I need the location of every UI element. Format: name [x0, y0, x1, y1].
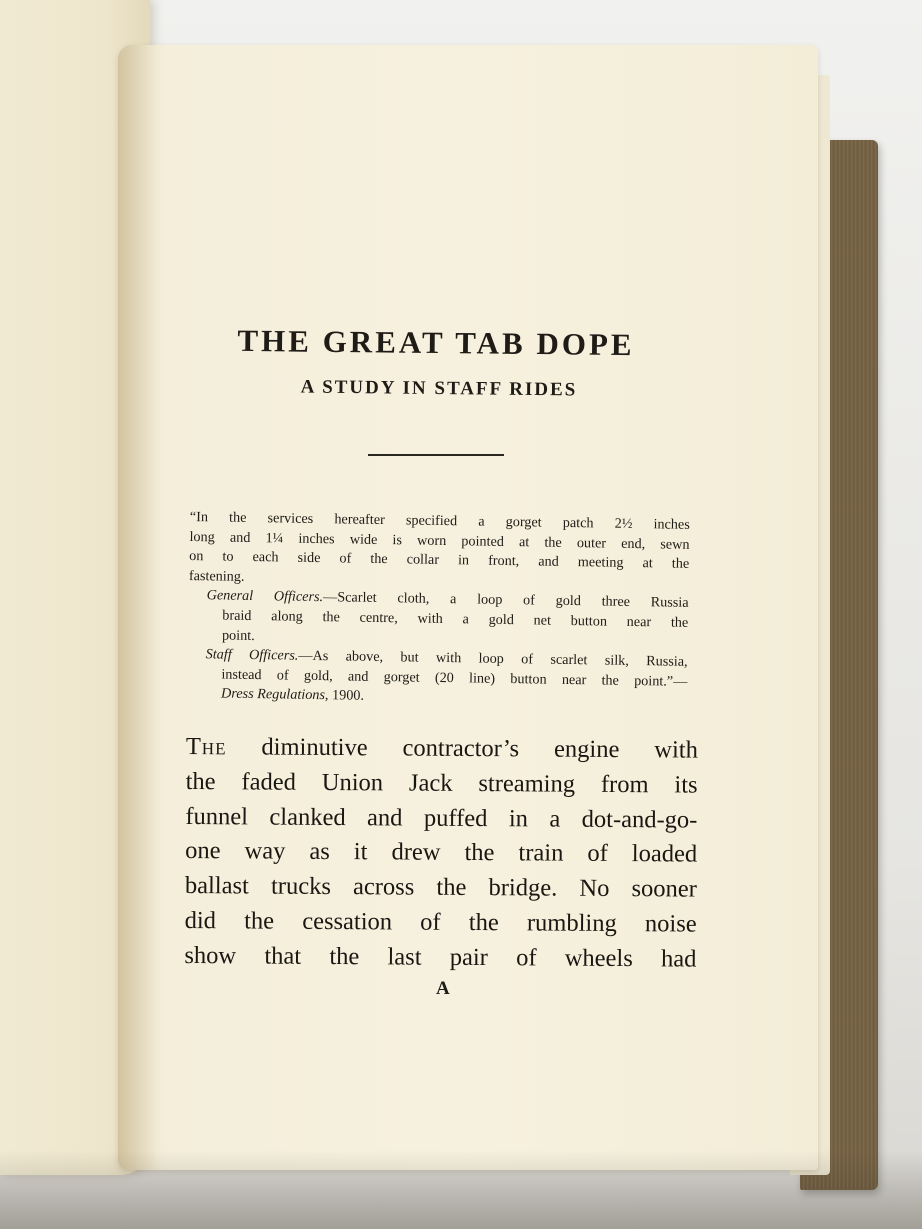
source-year: , 1900.: [324, 687, 365, 705]
epigraph-line: on to each side of the collar in front, and meeting at the: [189, 548, 690, 573]
epigraph-line: long and 1¼ inches wide is worn pointed at the outer end, sewn: [189, 528, 690, 553]
epigraph-line: fastening.: [188, 567, 245, 585]
title-rule: [368, 454, 504, 456]
staff-officers-label: Staff Officers.: [205, 646, 299, 664]
body-line: did the cessation of the rumbling noise: [184, 906, 697, 938]
general-officers-line: point.: [221, 627, 255, 644]
general-officers-label: General Officers.: [206, 587, 324, 606]
opening-word: The: [185, 732, 227, 761]
body-line-text: diminutive contractor’s engine with: [226, 733, 698, 764]
gutter-shadow: [118, 45, 158, 1170]
signature-mark: A: [436, 978, 450, 999]
staff-officers-text: —As above, but with loop of scarlet silk, Russia,: [298, 647, 688, 670]
epigraph-line: “In the services hereafter specified a gorget patch 2½ inches: [189, 508, 690, 533]
general-officers-text: —Scarlet cloth, a loop of gold three Russia: [322, 589, 689, 612]
source-label: Dress Regulations: [220, 685, 326, 704]
bottom-shadow: [0, 1150, 922, 1229]
body-line: [186, 730, 698, 768]
body-line: funnel clanked and puffed in a dot-and-go-: [185, 802, 698, 834]
body-line: show that the last pair of wheels had: [184, 941, 697, 973]
page-title: THE GREAT TAB DOPE: [237, 322, 635, 363]
body-line: the faded Union Jack streaming from its: [185, 767, 698, 799]
body-line: one way as it drew the train of loaded: [185, 837, 698, 868]
general-officers-line: braid along the centre, with a gold net button near the: [222, 607, 689, 631]
staff-officers-line: instead of gold, and gorget (20 line) button near the point.”—: [221, 666, 688, 690]
body-text: [184, 730, 698, 977]
body-line: ballast trucks across the bridge. No sooner: [184, 872, 697, 903]
epigraph: [187, 508, 690, 712]
page-subtitle: A STUDY IN STAFF RIDES: [300, 376, 578, 401]
